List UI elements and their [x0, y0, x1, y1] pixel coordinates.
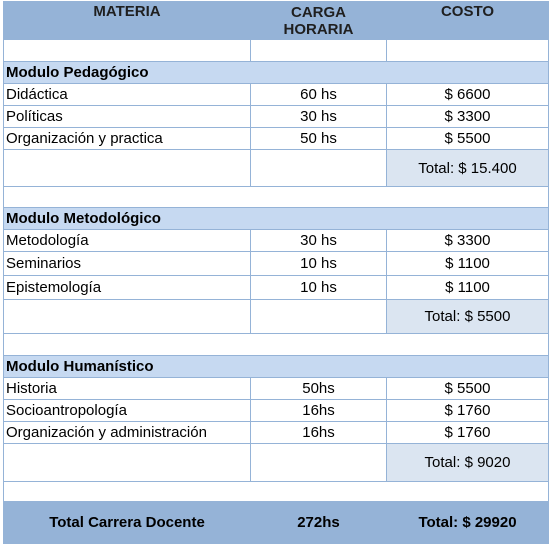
cell-materia: Políticas	[4, 106, 251, 127]
cell-carga: 50hs	[251, 378, 387, 399]
cell-carga: 10 hs	[251, 276, 387, 299]
table-row	[4, 106, 548, 128]
cell-costo: $ 3300	[444, 108, 491, 125]
grand-total-row	[4, 502, 548, 543]
subtotal-row	[4, 444, 548, 482]
table-row	[4, 276, 548, 300]
cell-costo: $ 5500	[444, 380, 491, 397]
cell-materia: Seminarios	[4, 252, 251, 275]
module-total: Total: $ 5500	[387, 300, 548, 333]
header-carga	[251, 2, 387, 39]
empty-cell	[251, 300, 387, 333]
header-costo-label: COSTO	[440, 3, 495, 20]
header-carga-line1: CARGA	[291, 4, 346, 21]
cell-materia: Epistemología	[4, 276, 251, 299]
header-materia	[4, 2, 251, 39]
empty-cell	[387, 40, 548, 61]
spacer-row	[4, 482, 548, 502]
subtotal-row	[4, 150, 548, 187]
subtotal-row	[4, 300, 548, 334]
empty-cell	[4, 150, 251, 186]
cell-carga: 16hs	[251, 400, 387, 421]
cell-materia: Organización y practica	[4, 128, 251, 149]
empty-cell	[4, 40, 251, 61]
module-title-row	[4, 62, 548, 84]
cell-costo: $ 1100	[445, 279, 490, 296]
cell-carga: 10 hs	[251, 252, 387, 275]
cell-materia: Socioantropología	[4, 400, 251, 421]
spacer-row	[4, 40, 548, 62]
cell-materia: Metodología	[4, 230, 251, 251]
header-materia-label: MATERIA	[93, 3, 161, 20]
module-total: Total: $ 9020	[387, 444, 548, 481]
empty-cell	[4, 300, 251, 333]
table-row	[4, 128, 548, 150]
cell-materia: Didáctica	[4, 84, 251, 105]
table-row	[4, 84, 548, 106]
cost-table	[3, 1, 549, 544]
spacer-row	[4, 187, 548, 208]
header-costo	[387, 2, 548, 39]
grand-total-carga: 272hs	[251, 502, 387, 543]
cell-costo: $ 1760	[444, 402, 491, 419]
table-header	[4, 2, 548, 40]
table-row	[4, 400, 548, 422]
empty-cell	[251, 40, 387, 61]
empty-cell	[4, 444, 251, 481]
table-row	[4, 252, 548, 276]
module-title-row	[4, 356, 548, 378]
cell-costo: $ 1100	[445, 255, 490, 272]
cell-costo: $ 6600	[444, 86, 491, 103]
cell-carga: 60 hs	[251, 84, 387, 105]
grand-total-label: Total Carrera Docente	[4, 502, 251, 543]
module-title: Modulo Metodológico	[6, 210, 161, 227]
cell-materia: Organización y administración	[4, 422, 251, 443]
cell-carga: 30 hs	[251, 106, 387, 127]
cell-costo: $ 1760	[444, 424, 491, 441]
table-row	[4, 422, 548, 444]
module-title: Modulo Humanístico	[6, 358, 154, 375]
table-row	[4, 378, 548, 400]
cell-carga: 16hs	[251, 422, 387, 443]
table-row	[4, 230, 548, 252]
spacer-row	[4, 334, 548, 356]
empty-cell	[251, 444, 387, 481]
cell-costo: $ 3300	[444, 232, 491, 249]
module-title: Modulo Pedagógico	[6, 64, 149, 81]
module-total: Total: $ 15.400	[387, 150, 548, 186]
cell-carga: 30 hs	[251, 230, 387, 251]
cell-materia: Historia	[4, 378, 251, 399]
grand-total-costo: Total: $ 29920	[418, 514, 517, 531]
cell-costo: $ 5500	[444, 130, 491, 147]
cell-carga: 50 hs	[251, 128, 387, 149]
module-title-row	[4, 208, 548, 230]
header-carga-line2: HORARIA	[283, 21, 354, 38]
empty-cell	[251, 150, 387, 186]
